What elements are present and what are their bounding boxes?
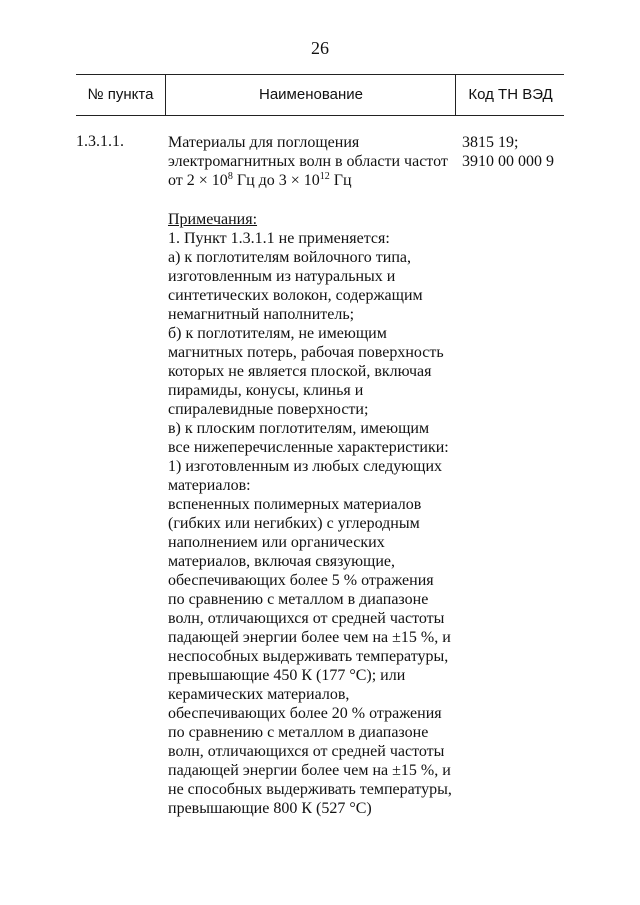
note-line: волн, отличающихся от средней частоты [168, 610, 445, 627]
item-number: 1.3.1.1. [76, 133, 124, 150]
freq-exponent: 8 [227, 171, 233, 182]
tn-ved-code: 3910 00 000 9 [462, 153, 554, 170]
note-line: неспособных выдерживать температуры, [168, 648, 449, 665]
item-name [168, 133, 458, 190]
note-line: магнитных потерь, рабочая поверхность [168, 344, 444, 361]
page-number: 26 [311, 38, 329, 58]
freq-text: от 2 × 10 [168, 172, 228, 189]
note-line: 1) изготовленным из любых следующих [168, 458, 443, 475]
note-line: материалов, включая связующие, [168, 553, 396, 570]
note-line: превышающие 450 К (177 °С); или [168, 667, 406, 684]
header-tn-ved-code: Код ТН ВЭД [455, 75, 565, 115]
note-line: обеспечивающих более 20 % отражения [168, 705, 442, 722]
note-line: спиралевидные поверхности; [168, 401, 369, 418]
note-line: материалов: [168, 477, 251, 494]
item-codes [462, 133, 554, 171]
header-name: Наименование [165, 75, 456, 115]
item-name-line: электромагнитных волн в области частот [168, 153, 448, 170]
note-line: волн, отличающихся от средней частоты [168, 743, 445, 760]
note-line: превышающие 800 К (527 °С) [168, 800, 372, 817]
freq-text: Гц до 3 × 10 [232, 172, 320, 189]
note-line: синтетических волокон, содержащим [168, 287, 423, 304]
notes-block [168, 210, 468, 818]
tn-ved-code: 3815 19; [462, 134, 519, 151]
note-line: немагнитный наполнитель; [168, 306, 355, 323]
note-line: падающей энергии более чем на ±15 %, и [168, 629, 451, 646]
notes-lines [168, 229, 468, 818]
item-name-line: Материалы для поглощения [168, 134, 360, 151]
note-line: по сравнению с металлом в диапазоне [168, 724, 429, 741]
note-line: все нижеперечисленные характеристики: [168, 439, 449, 456]
note-line: керамических материалов, [168, 686, 350, 703]
note-line: а) к поглотителям войлочного типа, [168, 249, 411, 266]
note-line: по сравнению с металлом в диапазоне [168, 591, 429, 608]
note-line: пирамиды, конусы, клинья и [168, 382, 364, 399]
note-line: (гибких или негибких) с углеродным [168, 515, 420, 532]
item-name-frequency-range [168, 171, 458, 190]
note-line: 1. Пункт 1.3.1.1 не применяется: [168, 230, 390, 247]
freq-text: Гц [329, 172, 352, 189]
note-line: не способных выдерживать температуры, [168, 781, 452, 798]
note-line: наполнением или органических [168, 534, 385, 551]
note-line: обеспечивающих более 5 % отражения [168, 572, 434, 589]
note-line: б) к поглотителям, не имеющим [168, 325, 387, 342]
freq-exponent: 12 [319, 171, 330, 182]
note-line: изготовленным из натуральных и [168, 268, 396, 285]
note-line: в) к плоским поглотителям, имеющим [168, 420, 430, 437]
note-line: падающей энергии более чем на ±15 %, и [168, 762, 451, 779]
notes-title: Примечания: [168, 211, 258, 228]
note-line: которых не является плоской, включая [168, 363, 432, 380]
table-header [76, 74, 564, 116]
header-item-number: № пункта [87, 86, 154, 103]
note-line: вспененных полимерных материалов [168, 496, 422, 513]
